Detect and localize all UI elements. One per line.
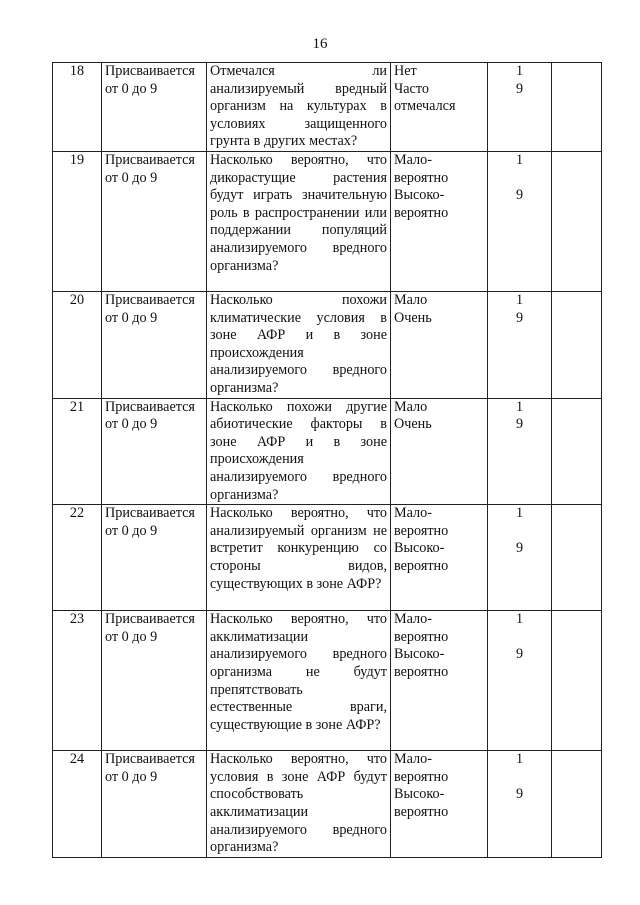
- score-cell: [488, 63, 552, 152]
- score-value: 1: [515, 751, 524, 768]
- assign-line: Присваивается: [105, 505, 195, 522]
- empty-cell: [552, 611, 602, 751]
- answer-option: вероятно: [394, 204, 449, 221]
- answer-option: вероятно: [394, 169, 449, 186]
- assign-line: от 0 до 9: [105, 416, 158, 433]
- score-cell: [488, 611, 552, 751]
- empty-cell: [552, 751, 602, 858]
- assign-line: Присваивается: [105, 292, 195, 308]
- answer-cell: [391, 751, 488, 858]
- answer-option: вероятно: [394, 768, 449, 785]
- table-row: [53, 398, 602, 505]
- answer-option: вероятно: [394, 522, 449, 539]
- question-text: Насколько похожи другие абиотические факторы в зоне АФР и в зоне происхождения анализируемого вредного организма?: [207, 398, 391, 505]
- answer-option: Очень: [394, 416, 432, 433]
- score-value: 9: [515, 187, 524, 204]
- score-value: 9: [515, 416, 524, 433]
- answer-option: Часто: [394, 80, 429, 97]
- score-cell: [488, 505, 552, 611]
- row-number: 20: [53, 292, 102, 399]
- empty-cell: [552, 292, 602, 399]
- question-text: Насколько вероятно, что акклиматизации анализируемого вредного организма не будут препятствовать естественные враги, существующие в зоне АФР?: [207, 611, 391, 751]
- empty-cell: [552, 152, 602, 292]
- answer-option: вероятно: [394, 663, 449, 680]
- question-text: Отмечался ли анализируемый вредный организм на культурах в условиях защищенного грунта в других местах?: [207, 63, 391, 152]
- answer-option: вероятно: [394, 803, 449, 820]
- table-row: [53, 152, 602, 292]
- answer-option: Мало-: [394, 505, 432, 522]
- question-text: Насколько похожи климатические условия в зоне АФР и в зоне происхождения анализируемого вредного организма?: [207, 292, 391, 399]
- answer-option: Мало-: [394, 152, 432, 168]
- page-number: 16: [312, 36, 328, 52]
- answer-cell: [391, 505, 488, 611]
- answer-option: Мало-: [394, 751, 432, 768]
- answer-option: Мало: [394, 292, 428, 308]
- score-value: 1: [515, 292, 524, 308]
- assign-cell: [102, 63, 207, 152]
- assign-line: Присваивается: [105, 751, 195, 768]
- row-number: 21: [53, 398, 102, 505]
- score-cell: [488, 152, 552, 292]
- table-row: [53, 292, 602, 399]
- score-value: 9: [515, 309, 524, 326]
- table-row: [53, 751, 602, 858]
- assign-cell: [102, 505, 207, 611]
- table-row: [53, 505, 602, 611]
- score-value: 9: [515, 786, 524, 803]
- assign-line: от 0 до 9: [105, 522, 158, 539]
- row-number: 18: [53, 63, 102, 152]
- answer-option: Высоко-: [394, 646, 445, 663]
- answer-option: отмечался: [394, 98, 456, 115]
- score-value: 1: [515, 398, 524, 415]
- row-number: 19: [53, 152, 102, 292]
- empty-cell: [552, 63, 602, 152]
- answer-option: Мало-: [394, 611, 432, 628]
- answer-option: Высоко-: [394, 540, 445, 557]
- assign-line: Присваивается: [105, 398, 195, 415]
- assign-cell: [102, 152, 207, 292]
- answer-option: Очень: [394, 309, 432, 326]
- answer-cell: [391, 292, 488, 399]
- answer-option: вероятно: [394, 557, 449, 574]
- assign-cell: [102, 611, 207, 751]
- assign-line: от 0 до 9: [105, 309, 158, 326]
- score-value: 1: [515, 63, 524, 79]
- assign-line: Присваивается: [105, 63, 195, 79]
- assign-line: от 0 до 9: [105, 768, 158, 785]
- assign-line: от 0 до 9: [105, 169, 158, 186]
- assign-line: от 0 до 9: [105, 80, 158, 97]
- assign-line: от 0 до 9: [105, 628, 158, 645]
- score-cell: [488, 398, 552, 505]
- assign-line: Присваивается: [105, 152, 195, 168]
- question-text: Насколько вероятно, что условия в зоне АФР будут способствовать акклиматизации анализируемого вредного организма?: [207, 751, 391, 858]
- assign-cell: [102, 751, 207, 858]
- assign-cell: [102, 398, 207, 505]
- question-text: Насколько вероятно, что анализируемый организм не встретит конкуренцию со стороны видов, существующих в зоне АФР?: [207, 505, 391, 611]
- question-text: Насколько вероятно, что дикорастущие растения будут играть значительную роль в распространении или поддержании популяций анализируемого вредного организма?: [207, 152, 391, 292]
- answer-cell: [391, 398, 488, 505]
- row-number: 22: [53, 505, 102, 611]
- table-row: [53, 63, 602, 152]
- empty-cell: [552, 505, 602, 611]
- answer-cell: [391, 152, 488, 292]
- answer-option: Высоко-: [394, 786, 445, 803]
- score-value: 1: [515, 505, 524, 522]
- score-value: 9: [515, 646, 524, 663]
- score-value: 9: [515, 80, 524, 97]
- criteria-table: [52, 62, 602, 858]
- answer-cell: [391, 611, 488, 751]
- assign-line: Присваивается: [105, 611, 195, 628]
- score-cell: [488, 751, 552, 858]
- empty-cell: [552, 398, 602, 505]
- score-value: 1: [515, 611, 524, 628]
- score-value: 1: [515, 152, 524, 168]
- row-number: 23: [53, 611, 102, 751]
- answer-option: Мало: [394, 398, 428, 415]
- score-cell: [488, 292, 552, 399]
- answer-option: Высоко-: [394, 187, 445, 204]
- score-value: 9: [515, 540, 524, 557]
- row-number: 24: [53, 751, 102, 858]
- answer-option: Нет: [394, 63, 417, 79]
- answer-option: вероятно: [394, 628, 449, 645]
- table-body: [53, 63, 602, 858]
- assign-cell: [102, 292, 207, 399]
- answer-cell: [391, 63, 488, 152]
- table-row: [53, 611, 602, 751]
